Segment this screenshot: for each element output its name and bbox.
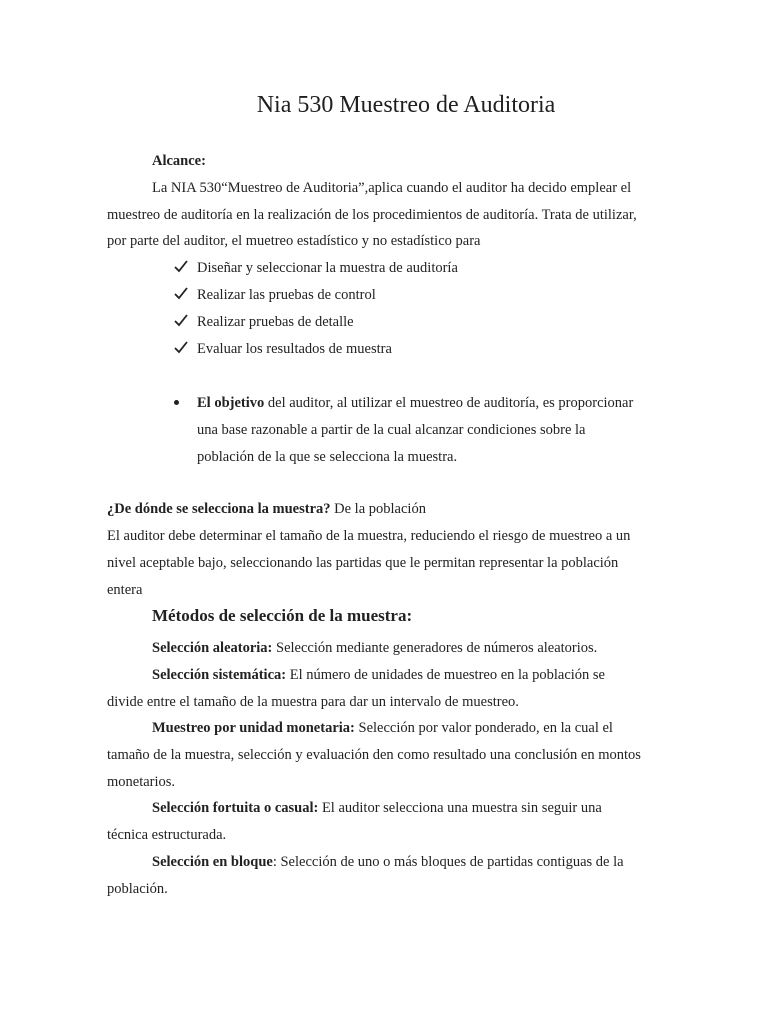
objetivo-line-2: una base razonable a partir de la cual alcanzar condiciones sobre la	[197, 422, 586, 438]
alcance-heading: Alcance:	[152, 153, 206, 169]
metodo-term: Selección aleatoria:	[152, 640, 273, 656]
metodo-desc: El número de unidades de muestreo en la población se	[286, 667, 605, 683]
checkmark-icon	[174, 313, 188, 327]
metodo-bloque-cont: población.	[107, 881, 168, 897]
objetivo-line-3: población de la que se selecciona la muestra.	[197, 449, 458, 465]
objetivo-bold: El objetivo	[197, 395, 265, 411]
alcance-line-3: por parte del auditor, el muetreo estadístico y no estadístico para	[107, 233, 481, 249]
metodo-term: Selección en bloque	[152, 854, 273, 870]
metodo-monetaria-cont-2: monetarios.	[107, 774, 176, 790]
metodo-aleatoria	[152, 639, 597, 657]
metodo-term: Selección fortuita o casual:	[152, 800, 319, 816]
objetivo-rest: del auditor, al utilizar el muestreo de auditoría, es proporcionar	[264, 395, 634, 411]
alcance-line-2: muestreo de auditoría en la realización de los procedimientos de auditoría. Trata de utilizar,	[107, 207, 637, 223]
metodo-desc: El auditor selecciona una muestra sin seguir una	[318, 800, 602, 816]
metodo-monetaria-cont-1: tamaño de la muestra, selección y evaluación den como resultado una conclusión en montos	[107, 747, 641, 763]
metodos-heading: Métodos de selección de la muestra:	[152, 606, 413, 625]
checkmark-icon	[174, 259, 188, 273]
metodo-desc: Selección por valor ponderado, en la cual el	[354, 720, 613, 736]
checkmark-icon	[174, 340, 188, 354]
checklist-item-2: Realizar las pruebas de control	[197, 287, 376, 303]
metodo-monetaria	[152, 719, 613, 737]
donde-line-1: El auditor debe determinar el tamaño de la muestra, reduciendo el riesgo de muestreo a un	[107, 528, 631, 544]
metodo-sistematica-cont: divide entre el tamaño de la muestra para dar un intervalo de muestreo.	[107, 694, 519, 710]
checkmark-icon	[174, 286, 188, 300]
metodo-desc: : Selección de uno o más bloques de partidas contiguas de la	[272, 854, 624, 870]
donde-answer: De la población	[330, 501, 426, 517]
objetivo-line-1	[197, 394, 633, 412]
checklist-item-4: Evaluar los resultados de muestra	[197, 341, 392, 357]
metodo-bloque	[152, 853, 624, 871]
metodo-term: Selección sistemática:	[152, 667, 287, 683]
metodo-term: Muestreo por unidad monetaria:	[152, 720, 355, 736]
donde-question-line	[107, 500, 426, 518]
checklist-item-1: Diseñar y seleccionar la muestra de auditoría	[197, 260, 458, 276]
metodo-desc: Selección mediante generadores de números aleatorios.	[272, 640, 598, 656]
donde-question: ¿De dónde se selecciona la muestra?	[107, 501, 331, 517]
bullet-icon	[174, 400, 179, 405]
metodo-sistematica	[152, 666, 605, 684]
metodo-fortuita	[152, 799, 602, 817]
donde-line-2: nivel aceptable bajo, seleccionando las partidas que le permitan representar la población	[107, 555, 619, 571]
donde-line-3: entera	[107, 582, 143, 598]
checklist-item-3: Realizar pruebas de detalle	[197, 314, 354, 330]
alcance-line-1: La NIA 530“Muestreo de Auditoria”,aplica cuando el auditor ha decido emplear el	[152, 180, 632, 196]
metodo-fortuita-cont: técnica estructurada.	[107, 827, 227, 843]
document-title: Nia 530 Muestreo de Auditoria	[256, 92, 556, 118]
